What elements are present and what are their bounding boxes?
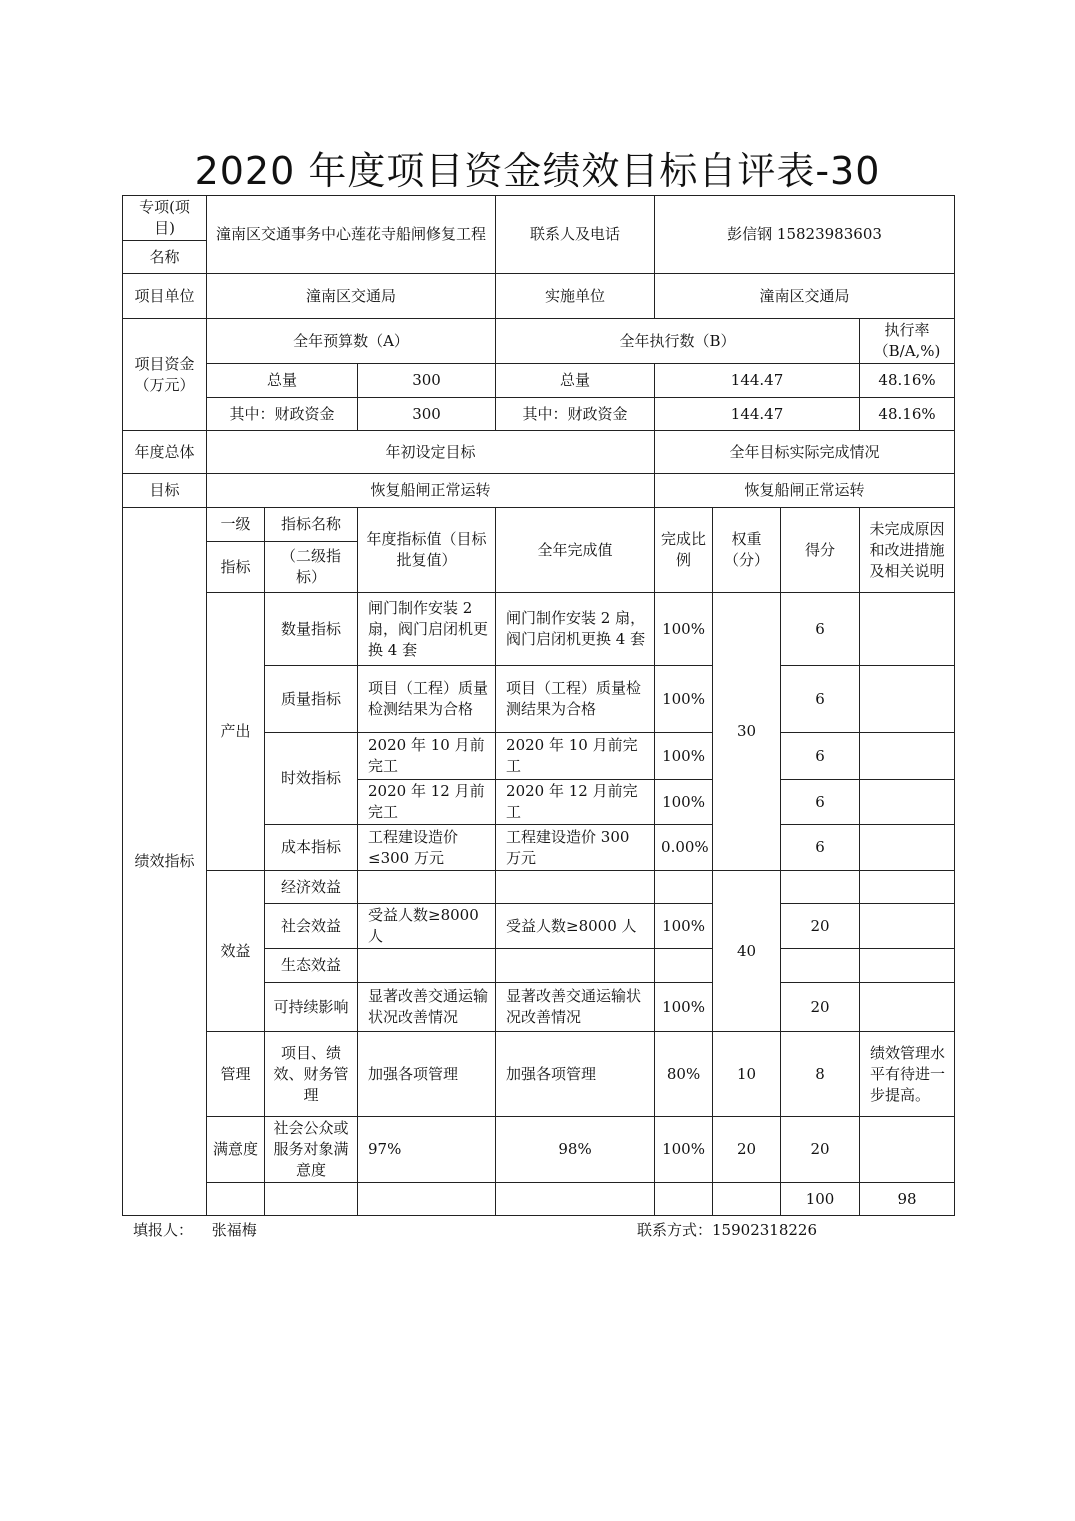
goal-actual-value: 恢复船闸正常运转 [655,474,955,508]
footer-contact-value: 15902318226 [712,1221,817,1239]
budget-header: 全年预算数（A） [207,319,496,364]
indicator-score: 6 [781,593,860,666]
indicator-actual: 2020 年 10 月前完工 [496,733,655,780]
mgmt-weight: 10 [713,1032,781,1117]
impl-label: 实施单位 [496,274,655,319]
indicator-actual: 项目（工程）质量检测结果为合格 [496,666,655,733]
goal-set-value: 恢复船闸正常运转 [207,474,655,508]
total-weight: 100 [781,1183,860,1216]
indicator-score: 20 [781,983,860,1032]
mgmt-score: 8 [781,1032,860,1117]
sat-actual: 98% [496,1117,655,1183]
mgmt-ratio: 80% [655,1032,713,1117]
project-name: 潼南区交通事务中心莲花寺船闸修复工程 [207,196,496,274]
indicator-name: 成本指标 [265,825,358,871]
indicator-target: 项目（工程）质量检测结果为合格 [358,666,496,733]
filler-label: 填报人： [133,1221,194,1239]
indicator-name: 时效指标 [265,733,358,825]
indicator-ratio [655,949,713,983]
indicator-score: 6 [781,666,860,733]
indicator-note [860,983,955,1032]
indicator-score [781,871,860,904]
unit-label: 项目单位 [123,274,207,319]
mgmt-name: 项目、绩效、财务管理 [265,1032,358,1117]
fiscal-budget: 300 [358,398,496,431]
indicator-name: 可持续影响 [265,983,358,1032]
total-empty [358,1183,496,1216]
page-title: 2020 年度项目资金绩效目标自评表-30 [194,149,881,193]
fiscal-exec-label: 其中：财政资金 [496,398,655,431]
goal-actual-header: 全年目标实际完成情况 [655,431,955,474]
indicator-ratio [655,871,713,904]
indicator-target: 工程建设造价≤300 万元 [358,825,496,871]
sat-score: 20 [781,1117,860,1183]
indicator-name: 生态效益 [265,949,358,983]
rate-header: 执行率（B/A,%) [860,319,955,364]
total-empty [655,1183,713,1216]
total-label: 总量 [207,364,358,398]
indicator-score: 6 [781,780,860,825]
indicator-actual [496,949,655,983]
fiscal-rate: 48.16% [860,398,955,431]
sat-weight: 20 [713,1117,781,1183]
indicator-score [781,949,860,983]
indicator-note [860,825,955,871]
evaluation-form [122,195,955,1216]
indicator-target: 受益人数≥8000 人 [358,904,496,949]
total-rate: 48.16% [860,364,955,398]
total-empty [713,1183,781,1216]
h-target: 年度指标值（目标批复值） [358,508,496,593]
indicator-note [860,780,955,825]
benefit-weight: 40 [713,871,781,1032]
indicator-score: 6 [781,733,860,780]
indicator-target [358,949,496,983]
indicator-score: 20 [781,904,860,949]
indicator-note [860,733,955,780]
total-exec: 144.47 [655,364,860,398]
h-ratio: 完成比例 [655,508,713,593]
footer-contact-label: 联系方式： [637,1221,713,1239]
h-name-2: （二级指标） [265,542,358,593]
mgmt-actual: 加强各项管理 [496,1032,655,1117]
indicator-note [860,871,955,904]
fiscal-exec: 144.47 [655,398,860,431]
h-score: 得分 [781,508,860,593]
perf-label: 绩效指标 [123,508,207,1216]
indicator-score: 6 [781,825,860,871]
mgmt-target: 加强各项管理 [358,1032,496,1117]
indicator-target: 2020 年 10 月前完工 [358,733,496,780]
indicator-actual: 2020 年 12 月前完工 [496,780,655,825]
output-label: 产出 [207,593,265,871]
h-level1: 一级 [207,508,265,542]
footer-contact [637,1219,817,1240]
exec-header: 全年执行数（B） [496,319,860,364]
goal-set-header: 年初设定目标 [207,431,655,474]
indicator-target: 显著改善交通运输状况改善情况 [358,983,496,1032]
total-empty [496,1183,655,1216]
mgmt-note: 绩效管理水平有待进一步提高。 [860,1032,955,1117]
goal-label: 年度总体 [123,431,207,474]
sat-target: 97% [358,1117,496,1183]
h-weight: 权重（分） [713,508,781,593]
indicator-target: 2020 年 12 月前完工 [358,780,496,825]
sat-label: 满意度 [207,1117,265,1183]
filler-name: 张福梅 [211,1221,257,1239]
indicator-note [860,593,955,666]
total-exec-label: 总量 [496,364,655,398]
indicator-ratio: 0.00% [655,825,713,871]
indicator-name: 经济效益 [265,871,358,904]
mgmt-label: 管理 [207,1032,265,1117]
sat-note [860,1117,955,1183]
sat-ratio: 100% [655,1117,713,1183]
contact-value: 彭信钢 15823983603 [655,196,955,274]
h-name: 指标名称 [265,508,358,542]
indicator-actual: 闸门制作安装 2 扇，阀门启闭机更换 4 套 [496,593,655,666]
total-empty [207,1183,265,1216]
filler [133,1219,257,1240]
indicator-note [860,949,955,983]
indicator-ratio: 100% [655,983,713,1032]
indicator-actual: 受益人数≥8000 人 [496,904,655,949]
total-empty [265,1183,358,1216]
unit-value: 潼南区交通局 [207,274,496,319]
indicator-name: 数量指标 [265,593,358,666]
h-level1-2: 指标 [207,542,265,593]
total-budget: 300 [358,364,496,398]
h-actual: 全年完成值 [496,508,655,593]
fiscal-label: 其中：财政资金 [207,398,358,431]
impl-value: 潼南区交通局 [655,274,955,319]
indicator-ratio: 100% [655,904,713,949]
indicator-note [860,666,955,733]
indicator-actual: 显著改善交通运输状况改善情况 [496,983,655,1032]
indicator-ratio: 100% [655,593,713,666]
goal-label-2: 目标 [123,474,207,508]
h-note: 未完成原因和改进措施及相关说明 [860,508,955,593]
indicator-target: 闸门制作安装 2 扇，阀门启闭机更换 4 套 [358,593,496,666]
project-label: 专项(项目) [123,196,207,241]
output-weight: 30 [713,593,781,871]
funds-label: 项目资金（万元） [123,319,207,431]
indicator-note [860,904,955,949]
contact-label: 联系人及电话 [496,196,655,274]
benefit-label: 效益 [207,871,265,1032]
indicator-name: 质量指标 [265,666,358,733]
indicator-ratio: 100% [655,780,713,825]
indicator-ratio: 100% [655,666,713,733]
indicator-actual: 工程建设造价 300 万元 [496,825,655,871]
sat-name: 社会公众或服务对象满意度 [265,1117,358,1183]
indicator-ratio: 100% [655,733,713,780]
total-score: 98 [860,1183,955,1216]
indicator-actual [496,871,655,904]
indicator-target [358,871,496,904]
project-label-2: 名称 [123,241,207,274]
indicator-name: 社会效益 [265,904,358,949]
